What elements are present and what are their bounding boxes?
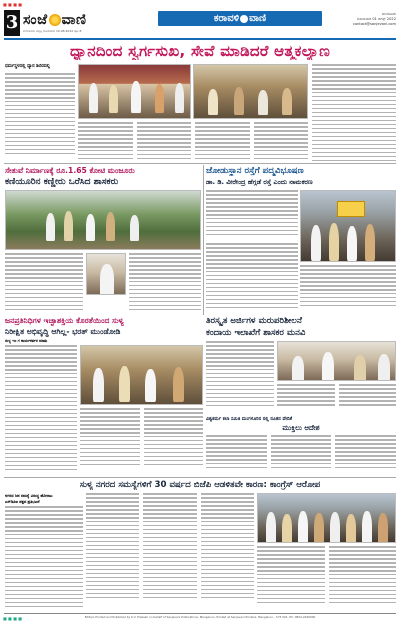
divider xyxy=(4,163,396,164)
story7-kicker: ನಗರದ ಜನ ಸಮಸ್ಯೆ ವಿರುದ್ಧ ಹೋರಾಟ xyxy=(5,493,53,498)
sun-logo-icon xyxy=(49,14,61,26)
story5-body-continued xyxy=(80,408,203,474)
story1-body-right xyxy=(312,64,396,164)
story2-photo-bridge xyxy=(5,190,201,250)
story5-headline-bottom: ನಿರೀಕ್ಷಿತ ಅಭಿವೃದ್ಧಿ ಆಗಿಲ್ಲ- ಭರತ್ ಮುಂಡೋಡಿ xyxy=(5,327,121,336)
story4-photo-meeting xyxy=(277,341,396,381)
section-right: ವಾಣಿ xyxy=(249,13,267,24)
masthead-rule xyxy=(4,38,396,40)
divider xyxy=(4,477,396,478)
story3-headline-top: ಜೋಡುಸ್ಥಾನ ರಸ್ತೆಗೆ ಪದ್ಮವಿಭೂಷಣ xyxy=(206,166,304,176)
brand-right: ವಾಣಿ xyxy=(61,12,87,28)
contact-email: contact@sanjevani.com xyxy=(352,22,396,26)
story4-headline-top: ತಿರಸ್ಕೃತ ಅರ್ಜಿಗಳ ಮರುಪರಿಶೀಲನೆ xyxy=(206,316,302,326)
story1-photo-stage xyxy=(78,64,191,119)
story1-photo-hall xyxy=(193,64,308,119)
story3-body-right xyxy=(300,265,396,313)
story1-kicker: ಧರ್ಮಸ್ಥಳದಲ್ಲಿ ಧ್ಯಾನ ಶಿಬಿರದಲ್ಲಿ xyxy=(5,64,50,69)
story5-body xyxy=(5,345,77,475)
story7-body xyxy=(86,493,254,610)
story6-headline-top: ವಿಶ್ವಕರ್ಮ ಕಲಾ ಸಮಿತಿ ಮಂಗಳೂರಿನ ನಲ್ಲಿ ನೂತನ ವೇದಿಕೆ xyxy=(206,417,293,422)
main-headline: ಧ್ಯಾನದಿಂದ ಸ್ವರ್ಗಸುಖ, ಸೇವೆ ಮಾಡಿದರೆ ಆತ್ಮಕಲ್ಯಾಣ xyxy=(69,42,331,60)
story4-body xyxy=(206,341,274,409)
story1-body xyxy=(5,73,75,158)
story7-headline: ಸುಳ್ಯ ನಗರದ ಸಮಸ್ಯೆಗಳಿಗೆ 30 ವರ್ಷದ ಬಿಜೆಪಿ ಆಡಳಿತವೇ ಕಾರಣ: ಕಾಂಗ್ರೆಸ್ ಆರೋಪ xyxy=(79,480,321,490)
color-register-mark: ■ ■ ■ ■ xyxy=(3,2,22,7)
section-left: ಕರಾವಳಿ xyxy=(213,13,240,24)
page-number: 3 xyxy=(4,10,20,36)
story5-photo-stage xyxy=(80,345,203,405)
brand-left: ಸಂಜೆ xyxy=(23,12,48,28)
column-divider xyxy=(203,165,204,315)
story2-body-right xyxy=(129,253,201,313)
story3-body xyxy=(206,190,298,240)
section-banner xyxy=(158,11,322,26)
story4-headline-bottom: ಕಂದಾಯ ಇಲಾಖೆಗೆ ಶಾಸಕರ ಮನವಿ xyxy=(206,328,306,338)
edition-line: ಮಂಗಳೂರು ಆವೃತ್ತಿ ಸೋಮವಾರ 10.08.2022 ಪುಟ 8 xyxy=(23,29,82,33)
section-logo-icon xyxy=(240,15,248,23)
story4-body-right xyxy=(277,384,396,414)
dateline-date: ಸೋಮವಾರ 01 ಆಗಸ್ಟ್ 2022 xyxy=(356,17,396,21)
story7-body-left xyxy=(5,506,83,610)
story7-photo-protest xyxy=(257,493,396,543)
story6-body xyxy=(206,435,396,475)
story2-body xyxy=(5,253,83,313)
story2-headline-bottom: ಕಣಿಯೂರಿನ ಕಣ್ಣೀರು ಒರೆಸಿದ ಶಾಸಕರು xyxy=(5,177,119,187)
imprint-footer: Edited, Printed and Published by K.V. Prakash on behalf of Sanjevani Publications, Mangaluru. Printed at Sanjevani Printers, Mangaluru – 575 001. Ph: 0824-2440000 xyxy=(4,613,396,620)
masthead xyxy=(4,10,396,36)
story2-photo-portrait xyxy=(86,253,126,295)
story2-headline-top: ಸೇತುವೆ ನಿರ್ಮಾಣಕ್ಕೆ ರೂ.1.65 ಕೋಟಿ ಮಂಜೂರು xyxy=(5,166,135,175)
dateline xyxy=(353,12,396,27)
story5-headline-top: ಜನಪ್ರತಿನಿಧಿಗಳ ಇಚ್ಛಾಶಕ್ತಿಯ ಕೊರತೆಯಿಂದ ಸುಳ್ಯ xyxy=(5,316,124,325)
story5-kicker: ಸುಳ್ಯ ಇಂ ಗ ಕಾರ್ಯಕರ್ತರ ಮಾತು xyxy=(5,338,48,343)
story3-photo-road xyxy=(300,190,396,262)
story6-headline-bottom: ಮುಕ್ತಿಲು ಆದೇಶ xyxy=(282,424,320,432)
story7-kicker-2: ಎಸ್‌ಡಿಪಿಐ ಪಕ್ಷದ ಪ್ರತಿಭಟನೆ xyxy=(5,499,40,504)
story3-headline-bottom: ಡಾ. ಡಿ. ವೀರೇಂದ್ರ ಹೆಗ್ಗಡೆ ರಸ್ತೆ ಎಂದು ನಾಮಕರಣ xyxy=(206,178,313,186)
story7-body-right xyxy=(257,546,396,610)
brand-logo-text xyxy=(23,12,86,28)
color-register-mark-bottom: ■ ■ ■ ■ xyxy=(3,616,22,621)
story3-body-continued xyxy=(206,243,298,313)
dateline-city: ಮಂಗಳೂರು xyxy=(381,12,396,16)
story1-body-continued xyxy=(78,122,308,162)
